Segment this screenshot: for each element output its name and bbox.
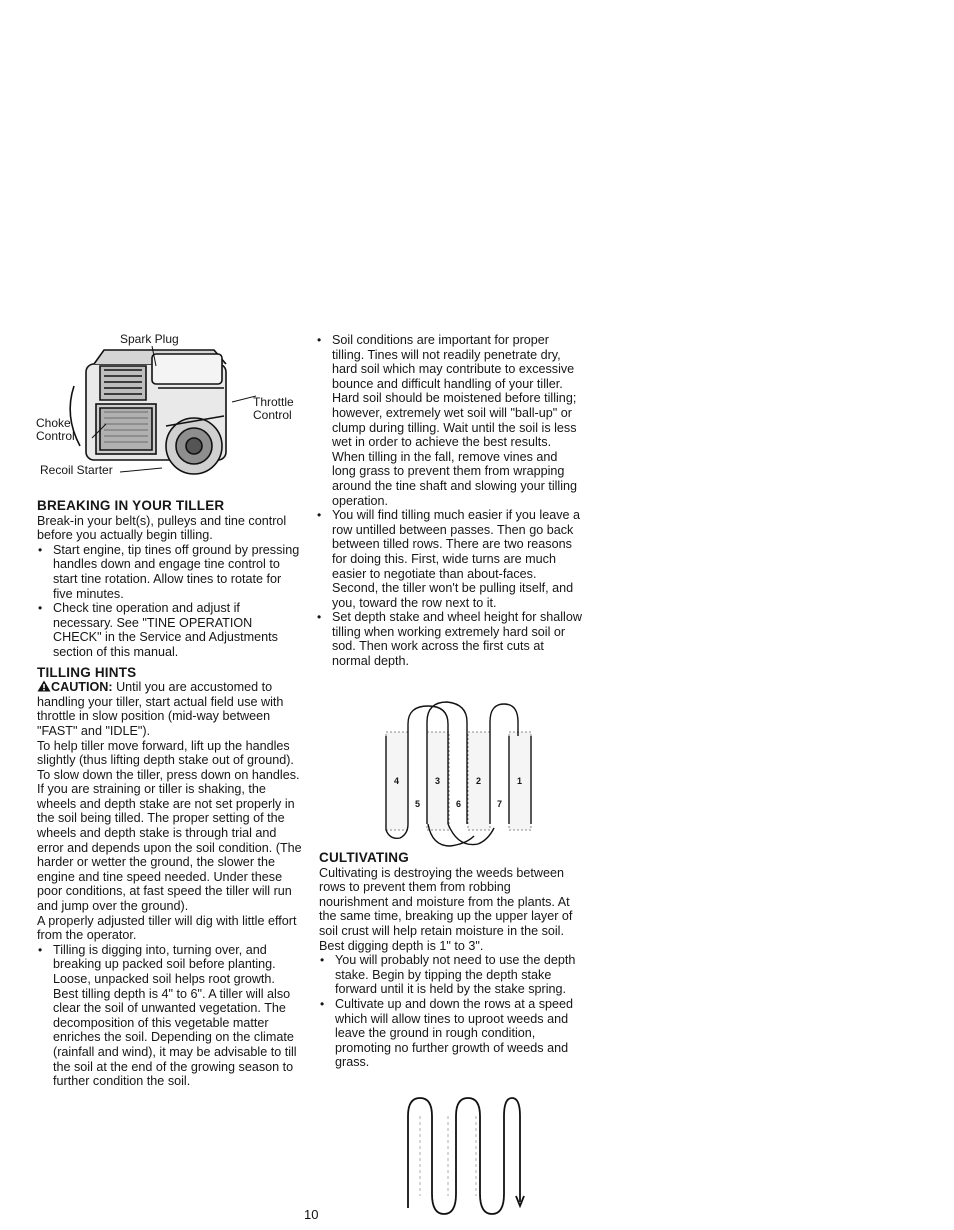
- tilling-pattern-illustration: [378, 700, 538, 852]
- warning-icon: [37, 680, 51, 692]
- throttle-label-line1: Throttle: [253, 395, 294, 409]
- choke-label-line1: Choke: [36, 416, 71, 430]
- caution-label: CAUTION:: [51, 680, 113, 695]
- list-item: • Set depth stake and wheel height for shallow tilling when working extremely hard soil or sod. Then work across the first cuts at normal depth.: [316, 610, 582, 668]
- cultivating-pattern-illustration: [400, 1096, 530, 1216]
- choke-label-line2: Control: [36, 429, 75, 443]
- row-label-6: 6: [456, 799, 462, 809]
- engine-figure: [34, 326, 304, 496]
- cultivating-intro: Cultivating is destroying the weeds between rows to prevent them from robbing nourishment and moisture from the plants. At the same time, breaking up the upper layer of soil crust will help retain moisture in the soil. Best digging depth is 1" to 3".: [319, 865, 573, 953]
- list-item: • Cultivate up and down the rows at a speed which will allow tines to uproot weeds and leave the ground in rough condition, promoting no further growth of weeds and grass.: [319, 997, 581, 1070]
- list-item: • You will find tilling much easier if you leave a row untilled between passes. Then go back between tilled rows. There are two reasons for doing this. First, wide turns are much easier to negotiate than about-faces. Second, the tiller won't be pulling itself, and you, toward the row next to it.: [316, 508, 582, 610]
- page-number: 10: [304, 1207, 319, 1222]
- hint-paragraph: To help tiller move forward, lift up the handles slightly (thus lifting depth stake out of ground). To slow down the tiller, press down on handles.: [37, 738, 300, 782]
- cultivating-list: [319, 953, 581, 1070]
- caution-text: Until you are accustomed to handling your tiller, start actual field use with throttle in slow position (mid-way between "FAST" and "IDLE").: [37, 680, 284, 738]
- row-label-4: 4: [394, 776, 400, 786]
- breaking-in-list: [37, 543, 303, 660]
- list-item: • Start engine, tip tines off ground by pressing handles down and engage tine control to start tine rotation. Allow tines to rotate for five minutes.: [37, 543, 303, 601]
- cultivating-pattern-figure: [400, 1096, 530, 1216]
- tilling-hints-list: [37, 943, 303, 1089]
- caution-paragraph: [37, 680, 303, 738]
- hint-paragraph: If you are straining or tiller is shaking, the wheels and depth stake are not set properly in the soil being tilled. The proper setting of the wheels and depth stake is through trial and error and depends upon the soil condition. (The harder or wetter the ground, the slower the engine and tine speed needed. Under these poor conditions, at fast speed the tiller will run and jump over the ground).: [37, 782, 302, 914]
- list-item: • Tilling is digging into, turning over, and breaking up packed soil before planting. Loose, unpacked soil helps root growth. Best tilling depth is 4" to 6". A tiller will also clear the soil of unwanted vegetation. The decomposition of this vegetable matter enriches the soil. Depending on the climate (rainfall and wind), it may be advisable to till the soil at the end of the growing season to further condition the soil.: [37, 943, 303, 1089]
- list-item: • Soil conditions are important for proper tilling. Tines will not readily penetrate dry, hard soil which may contribute to excessive bounce and difficult handling of your tiller. Hard soil should be moistened before tilling; however, extremely wet soil will "ball-up" or clump during tilling. Wait until the soil is less wet in order to achieve the best results. When tilling in the fall, remove vines and long grass to prevent them from wrapping around the tine shaft and slowing your tilling operation.: [316, 333, 582, 508]
- right-column-top: [316, 333, 582, 669]
- cultivating-section: [319, 851, 581, 1070]
- left-column: [37, 499, 303, 1089]
- recoil-starter-label: Recoil Starter: [40, 463, 113, 477]
- row-label-7: 7: [497, 799, 503, 809]
- row-label-2: 2: [476, 776, 482, 786]
- list-item: • Check tine operation and adjust if necessary. See "TINE OPERATION CHECK" in the Service and Adjustments section of this manual.: [37, 601, 303, 659]
- hint-paragraph: A properly adjusted tiller will dig with little effort from the operator.: [37, 913, 297, 943]
- throttle-control-label: [253, 396, 294, 422]
- breaking-in-intro: Break-in your belt(s), pulleys and tine control before you actually begin tilling.: [37, 513, 287, 543]
- tilling-hints-list-continued: [316, 333, 582, 669]
- list-item: • You will probably not need to use the depth stake. Begin by tipping the depth stake forward until it is held by the stake spring.: [319, 953, 581, 997]
- throttle-label-line2: Control: [253, 408, 292, 422]
- choke-control-label: [36, 417, 75, 443]
- spark-plug-label: Spark Plug: [120, 332, 179, 346]
- tilling-hints-heading: TILLING HINTS: [37, 664, 137, 680]
- row-label-5: 5: [415, 799, 421, 809]
- cultivating-heading: CULTIVATING: [319, 850, 409, 865]
- breaking-in-heading: BREAKING IN YOUR TILLER: [37, 498, 225, 513]
- row-label-3: 3: [435, 776, 441, 786]
- row-label-1: 1: [517, 776, 523, 786]
- tilling-pattern-figure: [378, 700, 538, 852]
